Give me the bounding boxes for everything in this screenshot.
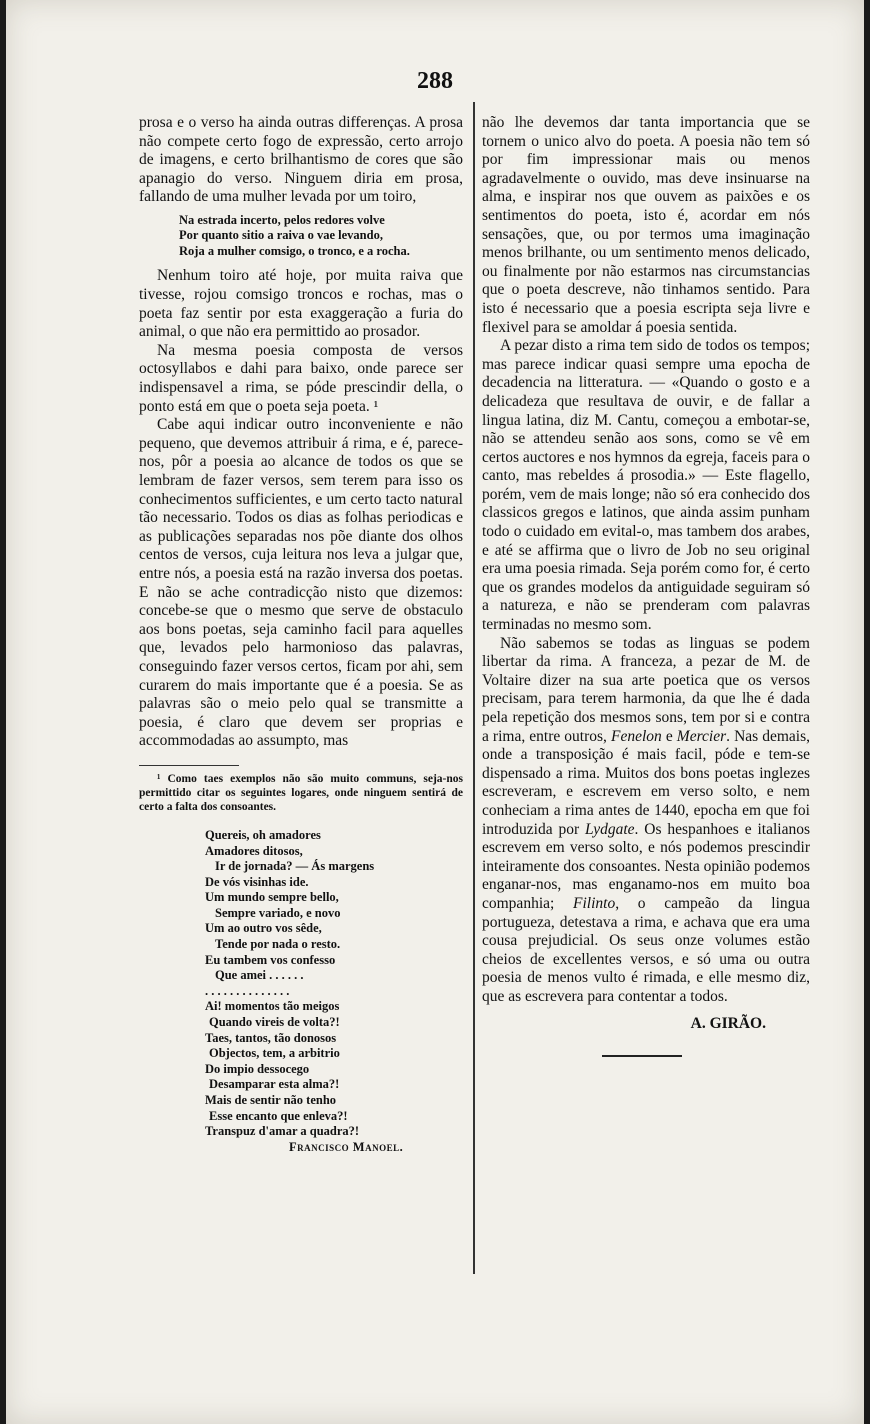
poem-line: . . . . . . . . . . . . . . — [205, 983, 290, 998]
poem-line: Sempre variado, e novo — [215, 905, 341, 920]
left-paragraph-4: Cabe aqui indicar outro inconveniente e não pequeno, que devemos attribuir á rima, e é, parece-nos, pôr a poesia ao alcance de todos os que se lembram de fazer versos, sem terem para isso os conhecimentos sufficientes, e um certo tacto natural tão necessario. Todos os dias as folhas periodicas e as publicações separadas nos põe diante dos olhos centos de versos, cuja leitura nos leva a julgar que, entre nós, a poesia está na razão inversa dos poetas. E não se ache contradicção nisto que dizemos: concebe-se que o mesmo que serve de obstaculo aos bons poetas, seja caminho facil para aquelles que, levados pelo harmonioso das palavras, conseguindo fazer versos certos, ficam por ahi, sem curarem do mais importante que é a poesia. Se as palavras são o meio pelo qual se transmitte a poesia, é claro que devem ser proprias e accommodadas ao assumpto, mas — [139, 416, 463, 750]
right-paragraph-3 — [482, 635, 810, 1007]
poem-line: Que amei . . . . . . — [215, 968, 304, 983]
footnote-divider — [139, 765, 239, 766]
poem-line: Tende por nada o resto. — [215, 937, 341, 952]
closing-rule — [602, 1055, 682, 1057]
newspaper-page — [6, 0, 864, 1424]
quote-line: Na estrada incerto, pelos redores volve — [179, 212, 385, 227]
poem — [205, 828, 463, 1155]
text-span: . Os hespanhoes e italianos escrevem em verso solto, e nós podemos prescindir inteiramente dos consoantes. Nesta opinião podemos enganar-nos, mas enganamo-nos em muito boa companhia; — [482, 820, 811, 912]
poem-line: Objectos, tem, a arbitrio — [209, 1046, 340, 1061]
right-paragraph-2: A pezar disto a rima tem sido de todos os tempos; mas parece indicar quasi sempre uma epocha de decadencia na litteratura. — «Quando o gosto e a delicadeza que resultava de ouvir, e de fallar a lingua latina, diz M. Cantu, começou a embotar-se, não se attendeu senão aos sons, como se vê em certos auctores e nos hymnos da egreja, faceis para o canto, mas rebeldes á prosodia.» — Este flagello, porém, vem de mais longe; não só era conhecido dos classicos gregos e latinos, que ainda assim punham todo o cuidado em evital-o, mas tambem dos arabes, e até se affirma que o livro de Job no seu original era uma poesia rimada. Seja porém como for, é certo que os grandes modelos da antiguidade seguiram só a natureza, e não se prenderam com palavras terminadas no mesmo som. — [482, 337, 810, 634]
poem-line: Um ao outro vos sêde, — [205, 921, 322, 936]
left-paragraph-1: prosa e o verso ha ainda outras differenças. A prosa não compete certo fogo de expressão, certo arrojo de imagens, e certo brilhantismo de cores que são apanagio do verso. Ninguem diria em prosa, fallando de uma mulher levada por um toiro, — [139, 114, 463, 206]
text-span: . Nas demais, onde a transposição é mais facil, póde e tem-se dispensado a rima. Muitos dos bons poetas inglezes escreveram, e escrevem em verso solto, e nem conheciam a rima antes de 1440, epocha em que foi introduzida por — [482, 727, 811, 838]
poem-line: Mais de sentir não tenho — [205, 1093, 337, 1107]
left-column — [139, 114, 463, 1155]
poem-line: Ai! momentos tão meigos — [205, 999, 340, 1014]
poem-line: Esse encanto que enleva?! — [209, 1108, 348, 1123]
poem-line: Amadores ditosos, — [205, 843, 303, 858]
text-span: , o campeão da lingua portugueza, detestava a rima, e achava que era uma cousa prejudicial. Os seus onze volumes estão cheios de excellentes versos, e só uma ou outra poesia de menos vulto é rimada, e elle mesmo diz, que as escrevera para contentar a todos. — [482, 894, 811, 1005]
quote-line: Roja a mulher comsigo, o tronco, e a rocha. — [179, 243, 410, 258]
right-paragraph-1: não lhe devemos dar tanta importancia que se tornem o unico alvo do poeta. A poesia não tem só por fim impressionar mais ou menos agradavelmente o ouvido, mas deve insinuarse na alma, e inspirar nos que ouvem as paixões e os sentimentos do poeta, isto é, acordar em nós sensações, que, ou por termos uma imaginação menos brilhante, ou um sentimento menos delicado, ou finalmente por não estarmos nas circumstancias que o poeta descreve, não tinhamos sentido. Para isto é necessario que a poesia escripta seja livre e flexivel para se amoldar á poesia sentida. — [482, 114, 810, 336]
poem-line: Quando vireis de volta?! — [209, 1015, 340, 1030]
poem-line: Um mundo sempre bello, — [205, 890, 339, 905]
poem-line: Do impio dessocego — [205, 1061, 310, 1076]
poem-line: Taes, tantos, tão donosos — [205, 1030, 337, 1045]
left-paragraph-3: Na mesma poesia composta de versos octosyllabos e dahi para baixo, onde parece ser indispensavel a rima, se póde prescindir della, o ponto está em que o poeta seja poeta. ¹ — [139, 341, 463, 415]
verse-quote — [179, 213, 463, 260]
quote-line: Por quanto sitio a raiva o vae levando, — [179, 228, 383, 243]
poem-author: Francisco Manoel. — [289, 1139, 404, 1154]
left-paragraph-2: Nenhum toiro até hoje, por muita raiva que tivesse, rojou comsigo troncos e rochas, mas o poeta faz sentir por esta exaggeração a furia do animal, o que não era permittido ao prosador. — [139, 267, 463, 341]
right-column — [482, 114, 810, 1057]
poem-line: Transpuz d'amar a quadra?! — [205, 1124, 360, 1139]
poem-line: Desamparar esta alma?! — [209, 1077, 340, 1092]
name-fenelon: Fenelon — [610, 727, 662, 745]
text-span: Não sabemos se todas as linguas se podem libertar da rima. A franceza, a pezar de M. de Voltaire dizer na sua arte poetica que os versos precisam, para terem harmonia, da que lhe é dada pela repetição dos mesmos sons, tem por si e contra a rima, entre outros, — [482, 634, 810, 745]
column-divider — [473, 102, 475, 1274]
poem-line: De vós visinhas ide. — [205, 874, 309, 889]
name-mercier: Mercier — [676, 727, 727, 745]
page-number: 288 — [417, 68, 453, 94]
poem-line: Ir de jornada? — Ás margens — [215, 859, 375, 874]
text-span: e — [661, 727, 677, 745]
footnote: ¹ Como taes exemplos não são muito communs, seja-nos permittido citar os seguintes logares, onde ninguem sentirá de certo a falta dos consoantes. — [139, 772, 463, 813]
poem-line: Quereis, oh amadores — [205, 827, 321, 842]
author-signature: A. GIRÃO. — [690, 1014, 766, 1032]
poem-line: Eu tambem vos confesso — [205, 952, 336, 967]
name-filinto: Filinto — [573, 894, 616, 912]
name-lydgate: Lydgate — [585, 820, 635, 838]
